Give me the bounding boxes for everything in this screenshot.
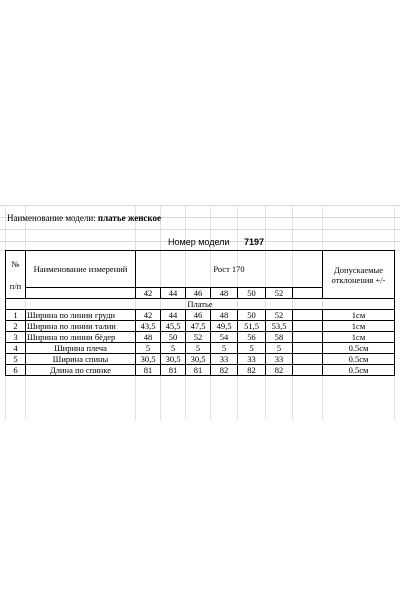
row-value: 51,5	[238, 321, 266, 332]
row-value: 5	[186, 343, 211, 354]
row-value: 82	[266, 365, 293, 376]
row-value: 48	[211, 310, 238, 321]
row-value: 56	[238, 332, 266, 343]
column-number-symbol: №	[11, 258, 20, 269]
row-value: 81	[161, 365, 186, 376]
row-number: 3	[6, 332, 26, 343]
row-value: 5	[238, 343, 266, 354]
row-tolerance: 1см	[323, 321, 395, 332]
row-tolerance: 0.5см	[323, 343, 395, 354]
column-number-header	[6, 251, 26, 299]
row-value: 30,5	[186, 354, 211, 365]
row-value: 58	[266, 332, 293, 343]
row-value: 42	[136, 310, 161, 321]
model-number-value: 7197	[243, 237, 264, 247]
row-value: 33	[211, 354, 238, 365]
row-value: 81	[186, 365, 211, 376]
row-name: Ширина спины	[26, 354, 136, 365]
row-value-blank	[293, 365, 323, 376]
row-number: 5	[6, 354, 26, 365]
table-row	[6, 321, 395, 332]
row-number: 1	[6, 310, 26, 321]
size-cell: 46	[186, 288, 211, 299]
row-value-blank	[293, 321, 323, 332]
section-title: Платье	[6, 299, 395, 310]
row-number: 6	[6, 365, 26, 376]
size-cell: 50	[238, 288, 266, 299]
table-row	[6, 332, 395, 343]
row-value: 48	[136, 332, 161, 343]
row-tolerance: 0.5см	[323, 354, 395, 365]
model-number-line	[168, 237, 264, 247]
size-cell: 42	[136, 288, 161, 299]
model-name-line	[7, 213, 161, 223]
row-value: 50	[161, 332, 186, 343]
row-value: 5	[266, 343, 293, 354]
row-value: 54	[211, 332, 238, 343]
model-name-label: Наименование модели:	[7, 213, 96, 223]
size-cell: 44	[161, 288, 186, 299]
model-name-value: платье женское	[97, 213, 161, 223]
tolerance-header	[323, 251, 395, 299]
row-value: 53,5	[266, 321, 293, 332]
row-value: 81	[136, 365, 161, 376]
row-value: 5	[211, 343, 238, 354]
section-row	[6, 299, 395, 310]
model-number-label: Номер модели	[168, 237, 230, 247]
row-tolerance: 1см	[323, 310, 395, 321]
table-row	[6, 365, 395, 376]
height-header: Рост 170	[136, 251, 323, 288]
row-number: 4	[6, 343, 26, 354]
row-value-blank	[293, 354, 323, 365]
sizes-row-blank	[26, 288, 136, 299]
row-number: 2	[6, 321, 26, 332]
row-value: 5	[136, 343, 161, 354]
row-name: Ширина по линии талии	[26, 321, 136, 332]
row-value: 43,5	[136, 321, 161, 332]
row-value: 33	[238, 354, 266, 365]
tolerance-line1: Допускаемые	[333, 264, 384, 275]
row-value: 44	[161, 310, 186, 321]
row-value-blank	[293, 343, 323, 354]
row-value: 46	[186, 310, 211, 321]
table-row	[6, 354, 395, 365]
row-value: 52	[186, 332, 211, 343]
row-name: Ширина по линии груди	[26, 310, 136, 321]
row-value: 33	[266, 354, 293, 365]
row-value: 30,5	[136, 354, 161, 365]
row-value: 82	[238, 365, 266, 376]
row-name: Ширина по линии бёдер	[26, 332, 136, 343]
row-tolerance: 0.5см	[323, 365, 395, 376]
row-value: 45,5	[161, 321, 186, 332]
column-name-header: Наименование измерений	[26, 251, 136, 288]
row-value: 30,5	[161, 354, 186, 365]
row-value: 47,5	[186, 321, 211, 332]
gridline	[0, 205, 400, 206]
tolerance-line2: отклонения +/-	[331, 274, 386, 285]
row-value-blank	[293, 310, 323, 321]
row-value-blank	[293, 332, 323, 343]
row-value: 52	[266, 310, 293, 321]
row-value: 5	[161, 343, 186, 354]
row-value: 50	[238, 310, 266, 321]
spreadsheet-area	[0, 205, 400, 420]
row-name: Ширина плеча	[26, 343, 136, 354]
table-row	[6, 343, 395, 354]
gridline	[0, 229, 400, 230]
size-cell: 52	[266, 288, 293, 299]
row-tolerance: 1см	[323, 332, 395, 343]
size-cell: 48	[211, 288, 238, 299]
column-number-abbr: п/п	[9, 280, 22, 291]
table-row	[6, 310, 395, 321]
row-value: 82	[211, 365, 238, 376]
size-cell-blank	[293, 288, 323, 299]
measurement-table	[5, 250, 395, 376]
row-value: 49,5	[211, 321, 238, 332]
row-name: Длина по спинке	[26, 365, 136, 376]
